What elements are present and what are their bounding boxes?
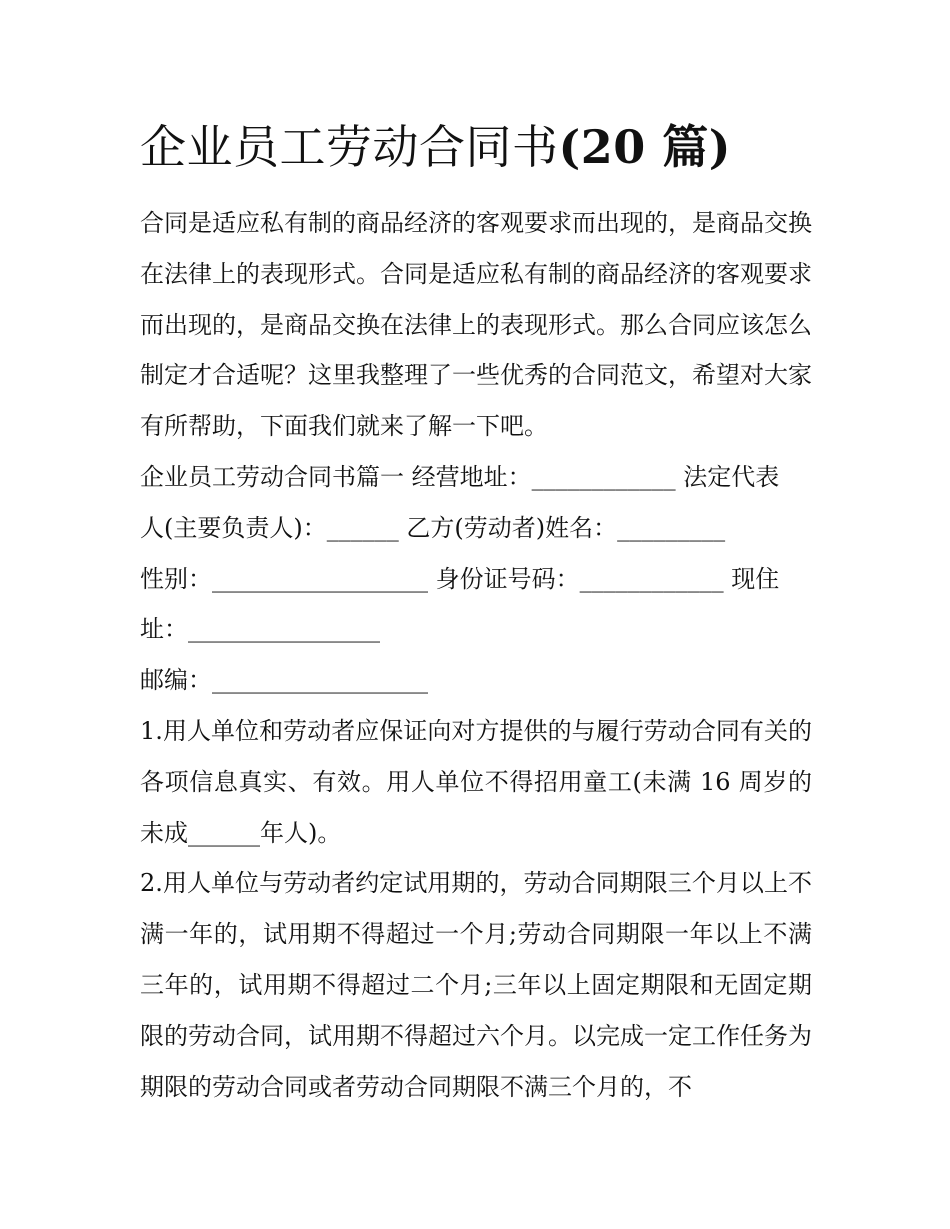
- form-line-address: 企业员工劳动合同书篇一 经营地址：____________ 法定代表: [140, 462, 780, 491]
- clause-2-paragraph: 2.用人单位与劳动者约定试用期的，劳动合同期限三个月以上不满一年的，试用期不得超过一个月;劳动合同期限一年以上不满三年的，试用期不得超过二个月;三年以上固定期限和无固定期限的劳动合同，试用期不得超过六个月。以完成一定工作任务为期限的劳动合同或者劳动合同期限不满三个月的，不: [140, 869, 812, 1101]
- document-title-count: (20 篇): [558, 120, 732, 174]
- form-line-gender-id: 性别：__________________ 身份证号码：____________ 现住: [140, 564, 780, 593]
- document-title: [140, 112, 731, 182]
- clause-1-paragraph: 1.用人单位和劳动者应保证向对方提供的与履行劳动合同有关的各项信息真实、有效。用人单位不得招用童工(未满 16 周岁的未成______年人)。: [140, 716, 812, 847]
- document-body: [140, 198, 812, 1112]
- form-line-postcode: 邮编：__________________: [140, 666, 428, 695]
- form-line-residence: 址：________________: [140, 615, 380, 644]
- form-line-representative: 人(主要负责人)：______ 乙方(劳动者)姓名：_________: [140, 513, 726, 542]
- document-title-text: 企业员工劳动合同书: [140, 120, 559, 174]
- intro-paragraph: 合同是适应私有制的商品经济的客观要求而出现的，是商品交换在法律上的表现形式。合同是适应私有制的商品经济的客观要求而出现的，是商品交换在法律上的表现形式。那么合同应该怎么制定才合适呢？这里我整理了一些优秀的合同范文，希望对大家有所帮助，下面我们就来了解一下吧。: [140, 209, 812, 441]
